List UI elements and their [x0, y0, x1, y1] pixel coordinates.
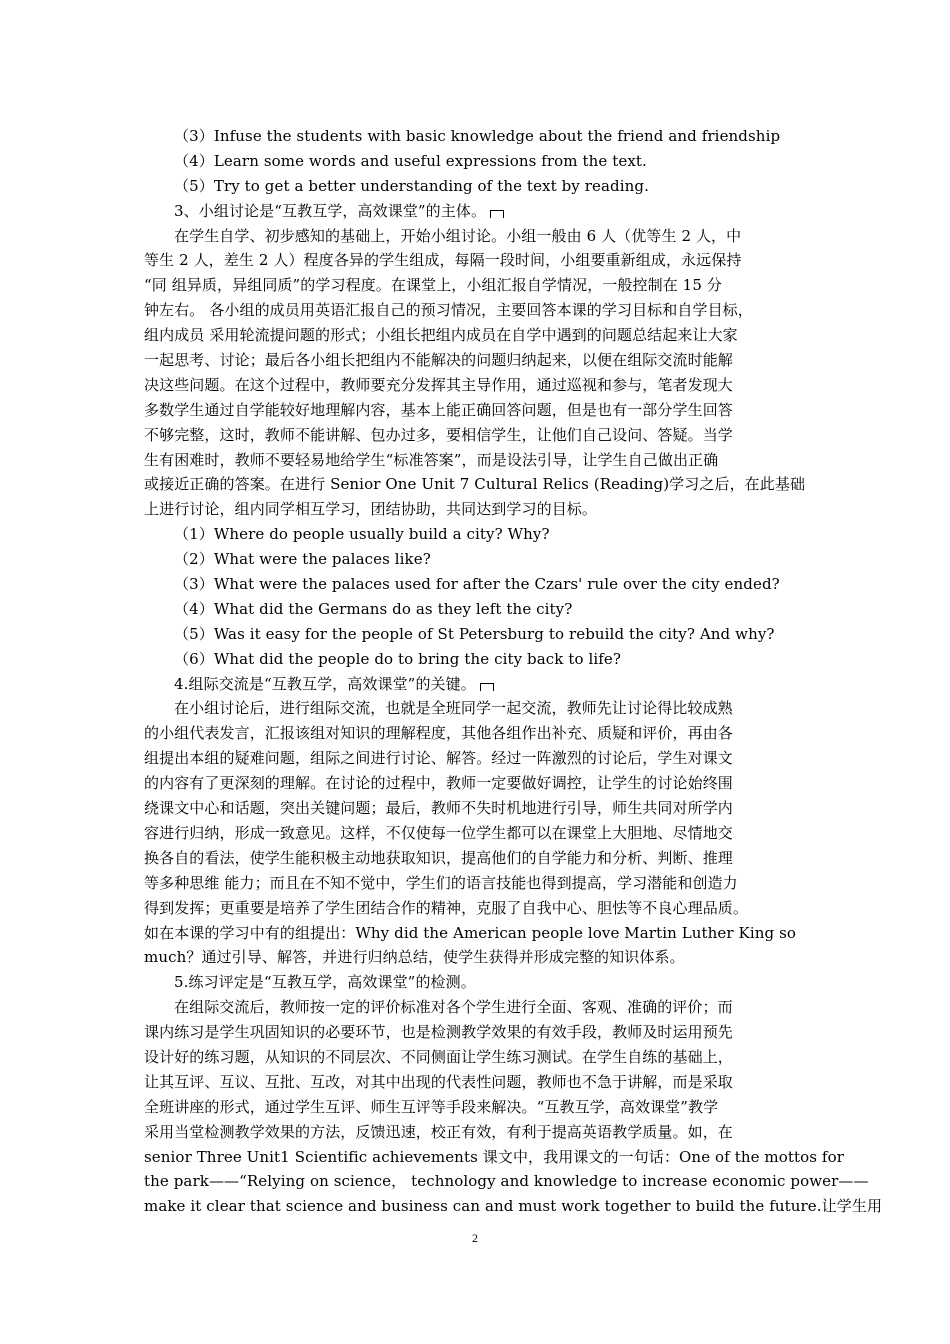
paragraph-line: 如在本课的学习中有的组提出：Why did the American people love Martin Luther King so [144, 923, 797, 942]
objective-item-3: （3）Infuse the students with basic knowledge about the friend and friendship [174, 127, 781, 145]
paragraph-line: make it clear that science and business can and must work together to build the future.让学生用 [144, 1197, 883, 1216]
paragraph-line: 的小组代表发言，汇报该组对知识的理解程度，其他各组作出补充、质疑和评价，再由各 [144, 724, 733, 743]
paragraph-line: 等生 2 人，差生 2 人）程度各异的学生组成，每隔一段时间，小组要重新组成，永远保持 [144, 251, 742, 270]
paragraph-line: “同 组异质，异组同质”的学习程度。在课堂上，小组汇报自学情况，一般控制在 15 分 [144, 276, 722, 295]
paragraph-line: the park——“Relying on science， technology and knowledge to increase economic power—— [144, 1172, 869, 1191]
paragraph-line: senior Three Unit1 Scientific achievements 课文中，我用课文的一句话：One of the mottos for [144, 1147, 844, 1166]
question-item: （4）What did the Germans do as they left the city? [174, 599, 573, 618]
objective-item-5: （5）Try to get a better understanding of the text by reading. [174, 176, 649, 195]
question-item: （5）Was it easy for the people of St Petersburg to rebuild the city? And why? [174, 624, 775, 643]
paragraph-line: 课内练习是学生巩固知识的必要环节，也是检测教学效果的有效手段，教师及时运用预先 [144, 1023, 733, 1042]
paragraph-line: 在组际交流后，教师按一定的评价标准对各个学生进行全面、客观、准确的评价；而 [174, 998, 733, 1017]
paragraph-line: 容进行归纳，形成一致意见。这样，不仅使每一位学生都可以在课堂上大胆地、尽情地交 [144, 823, 733, 842]
paragraph-line: 多数学生通过自学能较好地理解内容，基本上能正确回答问题，但是也有一部分学生回答 [144, 400, 733, 419]
paragraph-group-discussion [144, 224, 804, 523]
paragraph-line: 一起思考、讨论；最后各小组长把组内不能解决的问题归纳起来，以便在组际交流时能解 [144, 351, 733, 370]
discussion-questions [144, 522, 804, 671]
paragraph-line: 换各自的看法，使学生能积极主动地获取知识，提高他们的自学能力和分析、判断、推理 [144, 848, 733, 867]
page-body [144, 124, 883, 1219]
page-number: 2 [472, 1231, 478, 1245]
section-heading-text: 3、小组讨论是“互教互学，高效课堂”的主体。 [174, 201, 487, 220]
section-heading-text: 4.组际交流是“互教互学，高效课堂”的关键。 [174, 674, 476, 693]
paragraph-line: 绕课文中心和话题，突出关键问题；最后，教师不失时机地进行引导，师生共同对所学内 [144, 799, 733, 818]
paragraph-line: 在学生自学、初步感知的基础上，开始小组讨论。小组一般由 6 人（优等生 2 人，中 [174, 226, 742, 245]
paragraph-line: 设计好的练习题，从知识的不同层次、不同侧面让学生练习测试。在学生自练的基础上， [144, 1047, 733, 1066]
paragraph-line: 的内容有了更深刻的理解。在讨论的过程中，教师一定要做好调控，让学生的讨论始终围 [144, 774, 733, 793]
paragraph-line: 组提出本组的疑难问题，组际之间进行讨论、解答。经过一阵激烈的讨论后，学生对课文 [144, 749, 733, 768]
paragraph-line: 采用当堂检测教学效果的方法，反馈迅速，校正有效，有利于提高英语教学质量。如，在 [144, 1122, 733, 1141]
section-heading-practice-assessment: 5.练习评定是“互教互学，高效课堂”的检测。 [174, 973, 476, 992]
paragraph-line: 钟左右。 各小组的成员用英语汇报自己的预习情况，主要回答本课的学习目标和自学目标， [144, 301, 753, 320]
paragraph-line: 让其互评、互议、互批、互改，对其中出现的代表性问题，教师也不急于讲解，而是采取 [144, 1072, 733, 1091]
paragraph-line: 决这些问题。在这个过程中，教师要充分发挥其主导作用，通过巡视和参与，笔者发现大 [144, 375, 733, 394]
paragraph-practice-assessment [144, 995, 883, 1219]
paragraph-line: 不够完整，这时，教师不能讲解、包办过多，要相信学生，让他们自己设问、答疑。当学 [144, 425, 733, 444]
question-item: （1）Where do people usually build a city? Why? [174, 525, 550, 544]
question-item: （6）What did the people do to bring the city back to life? [174, 649, 622, 668]
question-item: （3）What were the palaces used for after the Czars' rule over the city ended? [174, 575, 780, 594]
objective-item-4: （4）Learn some words and useful expressions from the text. [174, 151, 647, 170]
edit-mark-icon [490, 210, 504, 218]
question-item: （2）What were the palaces like? [174, 550, 431, 569]
paragraph-line: 生有困难时，教师不要轻易地给学生“标准答案”，而是设法引导，让学生自己做出正确 [144, 450, 719, 469]
paragraph-line: 全班讲座的形式，通过学生互评、师生互评等手段来解决。“互教互学，高效课堂”教学 [144, 1097, 719, 1116]
paragraph-line: 上进行讨论，组内同学相互学习，团结协助，共同达到学习的目标。 [144, 500, 598, 519]
section-heading-group-discussion [144, 199, 804, 224]
edit-mark-icon [480, 683, 494, 691]
paragraph-line: 在小组讨论后，进行组际交流，也就是全班同学一起交流，教师先让讨论得比较成熟 [174, 699, 733, 718]
paragraph-line: much？通过引导、解答，并进行归纳总结，使学生获得并形成完整的知识体系。 [144, 948, 685, 967]
paragraph-inter-group-exchange [144, 696, 804, 970]
paragraph-line: 或接近正确的答案。在进行 Senior One Unit 7 Cultural Relics (Reading)学习之后，在此基础 [144, 475, 806, 494]
paragraph-line: 得到发挥；更重要是培养了学生团结合作的精神，克服了自我中心、胆怯等不良心理品质。 [144, 898, 749, 917]
paragraph-line: 组内成员 采用轮流提问题的形式；小组长把组内成员在自学中遇到的问题总结起来让大家 [144, 326, 738, 345]
paragraph-line: 等多种思维 能力；而且在不知不觉中，学生们的语言技能也得到提高，学习潜能和创造力 [144, 873, 738, 892]
section-heading-inter-group-exchange [144, 672, 804, 697]
